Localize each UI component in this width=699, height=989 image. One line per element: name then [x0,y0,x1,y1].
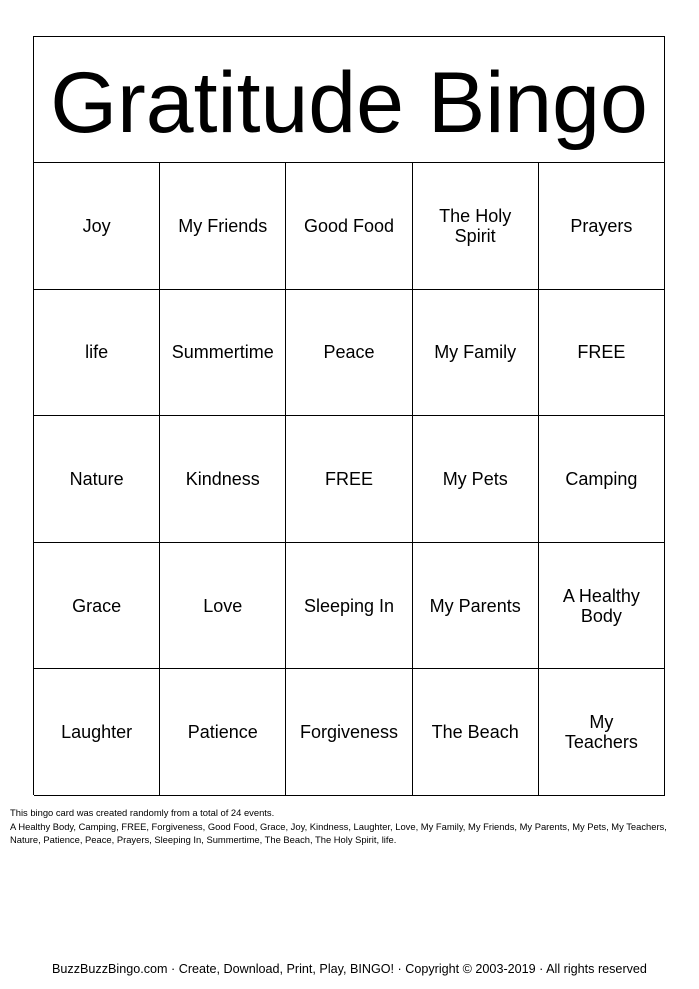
bingo-cell [539,163,665,290]
cell-label: Laughter [61,722,133,743]
bingo-cell [34,416,160,543]
footnote-events: A Healthy Body, Camping, FREE, Forgiveness, Good Food, Grace, Joy, Kindness, Laughter, Love, My Family, My Friends, My Parents, My Pets, My Teachers, Nature, Patience, Peace, Prayers, Sleeping In, Summertime, The Beach, The Holy Spirit, life. [10,820,667,845]
title-row [34,37,665,163]
bingo-cell [160,290,286,417]
bingo-cell [413,416,539,543]
bingo-cell [413,290,539,417]
cell-label: The Holy Spirit [439,205,512,246]
bingo-cell [286,669,412,796]
bingo-cell [539,669,665,796]
bingo-cell [34,163,160,290]
bingo-cell [413,669,539,796]
cell-label: Kindness [185,468,260,489]
cell-label: My Pets [442,468,508,489]
cell-label: Camping [565,468,638,489]
cell-label: The Beach [431,722,519,743]
bingo-cell [160,416,286,543]
bingo-cell [34,290,160,417]
bingo-card [33,36,665,795]
cell-label: life [85,342,109,363]
cell-label: Joy [82,215,111,236]
bingo-cell [286,163,412,290]
bingo-cell-free [539,290,665,417]
cell-label: My Friends [178,215,268,236]
cell-label: A Healthy Body [562,585,640,626]
cell-label: Peace [323,342,375,363]
bingo-cell [34,543,160,670]
bingo-cell [539,416,665,543]
card-footnote [10,806,690,847]
footnote-intro: This bingo card was created randomly from a total of 24 events. [10,807,275,818]
cell-label: Summertime [171,342,274,363]
bingo-cell [413,543,539,670]
bingo-cell [286,543,412,670]
cell-label: Forgiveness [299,722,399,743]
cell-label: Good Food [303,215,395,236]
cell-label: Love [203,595,243,616]
card-title: Gratitude Bingo [50,54,648,151]
bingo-cell [160,163,286,290]
bingo-grid [34,163,665,796]
bingo-cell [34,669,160,796]
cell-label: My Family [434,342,517,363]
cell-label: Grace [72,595,122,616]
bingo-cell-free [286,416,412,543]
cell-label: My Parents [429,595,521,616]
cell-label: Prayers [570,215,633,236]
cell-label: Nature [69,468,124,489]
cell-label: FREE [577,342,626,363]
bingo-cell [160,543,286,670]
page-footer: BuzzBuzzBingo.com · Create, Download, Print, Play, BINGO! · Copyright © 2003-2019 · All rights reserved [52,962,647,976]
bingo-cell [413,163,539,290]
cell-label: Sleeping In [303,595,395,616]
bingo-cell [160,669,286,796]
bingo-cell [286,290,412,417]
cell-label: FREE [324,468,373,489]
cell-label: My Teachers [564,712,638,753]
bingo-cell [539,543,665,670]
cell-label: Patience [187,722,258,743]
